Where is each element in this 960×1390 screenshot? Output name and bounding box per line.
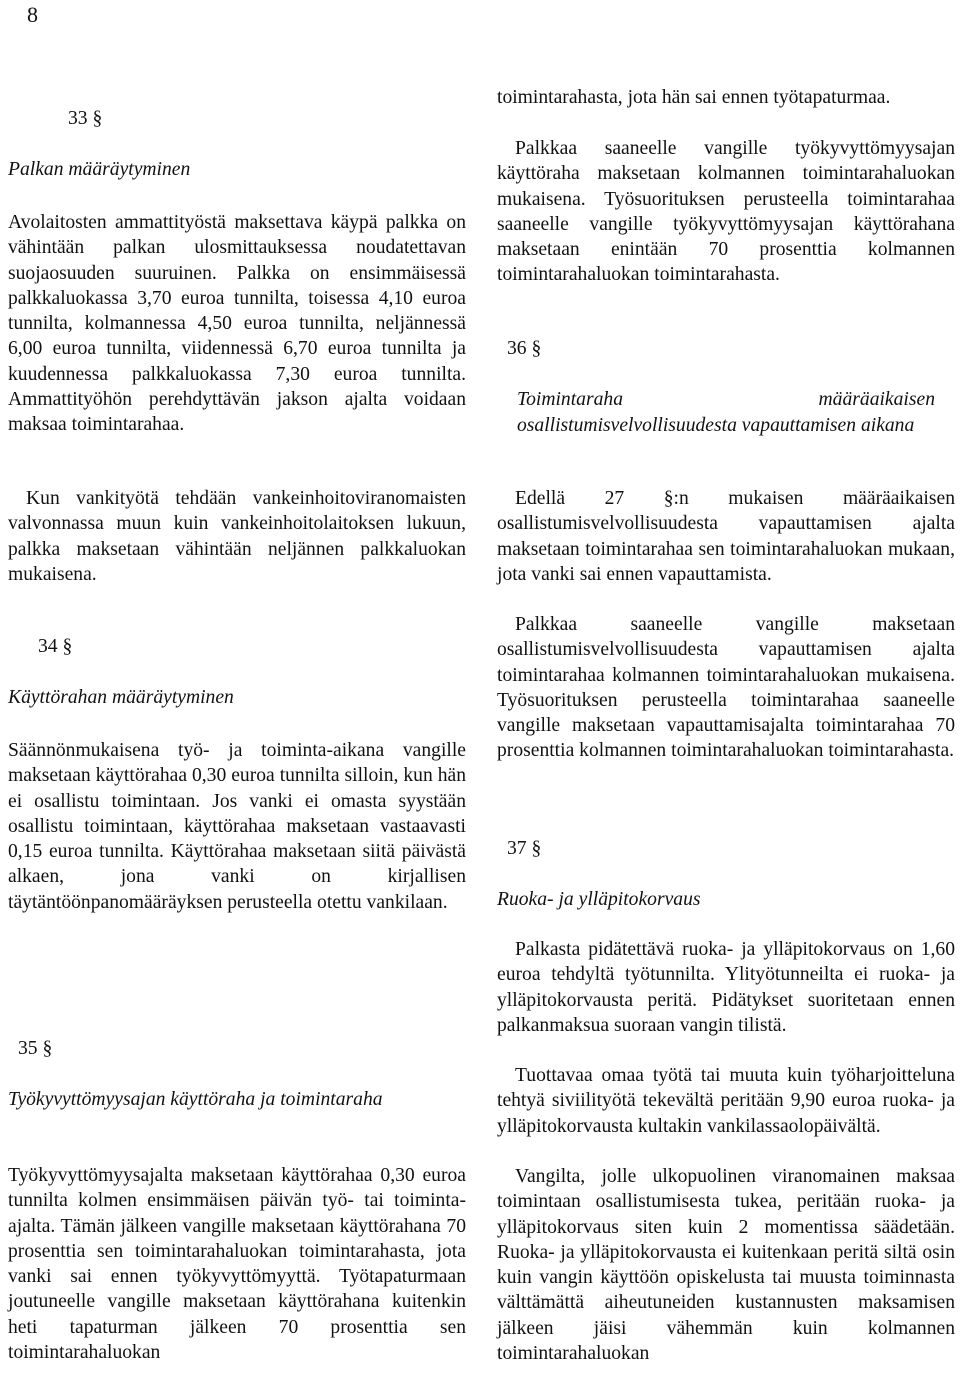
section-number: 34 §: [38, 636, 73, 657]
page-number: 8: [27, 2, 38, 27]
section-number: 33 §: [68, 108, 103, 129]
section-36: [497, 336, 955, 438]
paragraph: Palkasta pidätettävä ruoka- ja ylläpitokorvaus on 1,60 euroa tehdyltä työtunnilta. Ylityötunneilta ei ruoka- ja ylläpitokorvausta peritä. Pidätykset suoritetaan ennen palkanmaksua suoraan vangin tilistä.: [497, 939, 955, 1036]
paragraph: Tuottavaa omaa työtä tai muuta kuin työharjoitteluna tehtyä siviilityötä tekevältä peritään 9,90 euroa ruoka- ja ylläpitokorvausta kultakin vankilassaolopäivältä.: [497, 1065, 955, 1137]
section-37: [497, 836, 955, 913]
paragraph: Palkkaa saaneelle vangille työkyvyttömyysajan käyttöraha maksetaan kolmannen toimintarahaluokan mukaisena. Työsuorituksen perusteella toimintarahaa saaneelle vangille työkyvyttömyysajan käyttörahana maksetaan enintään 70 prosenttia kolmannen toimintarahaluokan toimintarahasta.: [497, 138, 955, 286]
section-number: 36 §: [507, 338, 542, 359]
paragraph: Vangilta, jolle ulkopuolinen viranomainen maksaa toimintaan osallistumisesta tukea, peritään ruoka- ja ylläpitokorvaus siten kuin 2 momentissa säädetään. Ruoka- ja ylläpitokorvausta ei kuitenkaan peritä siltä osin kuin vangin käyttöön opiskelusta tai muusta toiminnasta välttämättä aiheutuneiden kustannusten maksamisen jälkeen jäisi vähemmän kuin kolmannen toimintarahaluokan: [497, 1166, 955, 1365]
section-title: Ruoka- ja ylläpitokorvaus: [497, 889, 701, 911]
paragraph: toimintarahasta, jota hän sai ennen työtapaturmaa.: [497, 87, 891, 108]
paragraph: Palkkaa saaneelle vangille maksetaan osallistumisvelvollisuudesta vapauttamisen ajalta toimintarahaa kolmannen toimintarahaluokan mukaisena. Työsuorituksen perusteella toimintarahaa saaneelle vangille maksetaan vapauttamisajalta toimintarahaa 70 prosenttia kolmannen toimintarahaluokan toimintarahasta.: [497, 614, 955, 762]
paragraph: Kun vankityötä tehdään vankeinhoitoviranomaisten valvonnassa muun kuin vankeinhoitolaitoksen lukuun, palkka maksetaan vähintään neljännen palkkaluokan mukaisena.: [8, 488, 466, 585]
section-35: [8, 1036, 466, 1113]
paragraph: Säännönmukaisena työ- ja toiminta-aikana vangille maksetaan käyttörahaa 0,30 euroa tunnilta silloin, kun hän ei osallistu toimintaan. Jos vanki ei omasta syystään osallistu toimintaan, käyttörahaa maksetaan vastaavasti 0,15 euroa tunnilta. Käyttörahaa maksetaan siitä päivästä alkaen, jona vanki on kirjallisen täytäntöönpanomääräyksen perusteella otettu vankilaan.: [8, 740, 466, 913]
section-title: Työkyvyttömyysajan käyttöraha ja toimintaraha: [8, 1089, 383, 1111]
paragraph: Työkyvyttömyysajalta maksetaan käyttörahaa 0,30 euroa tunnilta kolmen ensimmäisen päivän työ- tai toiminta-ajalta. Tämän jälkeen vangille maksetaan käyttörahana 70 prosenttia sen toimintarahaluokan toimintarahasta, jota vanki sai ennen työkyvyttömyyttä. Työtapaturmaan joutuneelle vangille maksetaan käyttörahana kuitenkin heti tapaturman jälkeen 70 prosenttia sen toimintarahaluokan: [8, 1165, 466, 1364]
section-number: 35 §: [18, 1038, 53, 1059]
section-title: Käyttörahan määräytyminen: [8, 687, 234, 709]
paragraph: Avolaitosten ammattityöstä maksettava käypä palkka on vähintään palkan ulosmittauksessa noudatettavan suojaosuuden suuruinen. Palkka on ensimmäisessä palkkaluokassa 3,70 euroa tunnilta, toisessa 4,10 euroa tunnilta, kolmannessa 4,50 euroa tunnilta, neljännessä 6,00 euroa tunnilta, viidennessä 6,70 euroa tunnilta ja kuudennessa palkkaluokassa 7,30 euroa tunnilta. Ammattityöhön perehdyttävän jakson ajalta voidaan maksaa toimintarahaa.: [8, 212, 466, 436]
section-title: Palkan määräytyminen: [8, 159, 191, 181]
section-number: 37 §: [507, 838, 542, 859]
paragraph: Edellä 27 §:n mukaisen määräaikaisen osallistumisvelvollisuudesta vapauttamisen ajalta maksetaan toimintarahaa sen toimintarahaluokan mukaan, jota vanki sai ennen vapauttamista.: [497, 488, 955, 585]
section-34: [8, 634, 466, 711]
section-title: Toimintaraha määräaikaisen osallistumisvelvollisuudesta vapauttamisen aikana: [517, 389, 935, 436]
section-33: [8, 106, 466, 183]
